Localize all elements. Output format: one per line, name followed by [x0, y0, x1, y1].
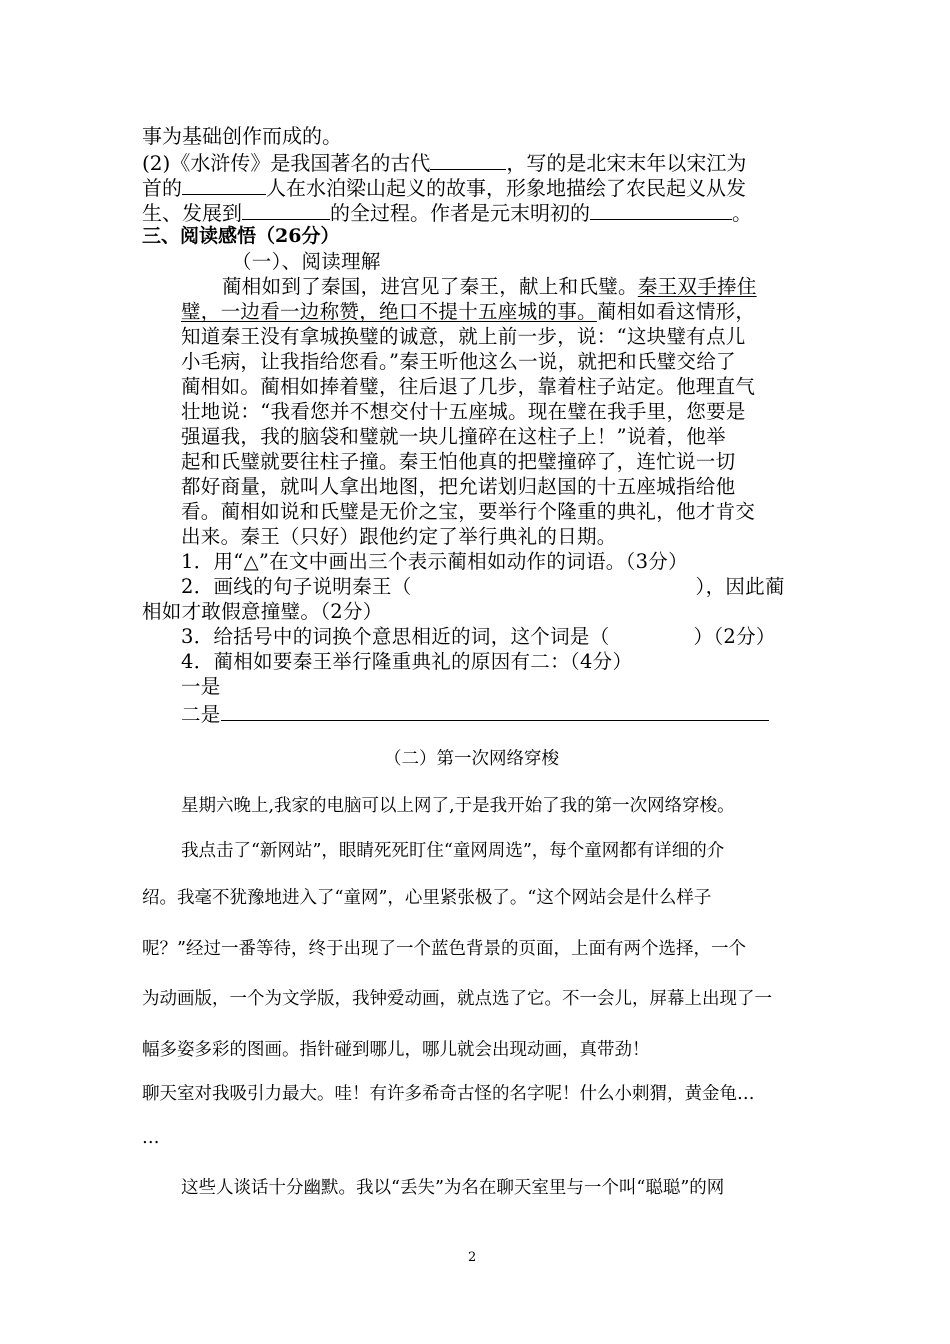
question-2-continued: 相如才敢假意撞璧。（2分）: [142, 600, 383, 623]
passage-line: [222, 277, 757, 297]
passage-line: 呢？”经过一番等待，终于出现了一个蓝色背景的页面，上面有两个选择，一个: [142, 939, 746, 959]
reason-one-label: 一是: [181, 675, 221, 698]
passage-line: [181, 302, 755, 322]
text-segment: 的全过程。作者是元末明初的: [330, 201, 590, 225]
passage-line: 幅多姿多彩的图画。指针碰到哪儿，哪儿就会出现动画，真带劲！: [142, 1040, 650, 1060]
text-segment: (2)《水浒传》是我国著名的古代: [142, 151, 431, 175]
passage-line: 绍。我毫不犹豫地进入了“童网”，心里紧张极了。“这个网站会是什么样子: [142, 888, 712, 908]
passage-line: 为动画版，一个为文学版，我钟爱动画，就点选了它。不一会儿，屏幕上出现了一: [142, 989, 772, 1009]
question-2-line-3: [142, 201, 752, 223]
section-title: 三、阅读感悟（26分）: [142, 225, 340, 247]
passage-line: 看。蔺相如说和氏璧是无价之宝，要举行个隆重的典礼，他才肯交: [181, 500, 756, 523]
passage-line: 强逼我，我的脑袋和璧就一块儿撞碎在这柱子上！”说着，他举: [181, 425, 726, 448]
answer-blank[interactable]: [242, 201, 330, 220]
underlined-sentence: 秦王双手捧住: [637, 275, 757, 298]
question-2-line-1: [142, 151, 746, 173]
answer-blank[interactable]: [182, 176, 266, 195]
reason-two-line: [181, 702, 769, 725]
passage-line: 知道秦王没有拿城换璧的诚意，就上前一步，说：“这块璧有点儿: [181, 325, 746, 348]
text-segment: 。: [732, 201, 752, 225]
answer-blank[interactable]: [590, 201, 732, 220]
question-1: 1．用“△”在文中画出三个表示蔺相如动作的词语。（3分）: [181, 550, 688, 573]
text-line: 事为基础创作而成的。: [142, 124, 342, 148]
question-4: 4．蔺相如要秦王举行隆重典礼的原因有二：（4分）: [181, 650, 633, 673]
text-segment: 蔺相如看这情形，: [596, 300, 756, 323]
passage-line: 我点击了“新网站”，眼睛死死盯住“童网周选”，每个童网都有详细的介: [181, 841, 725, 861]
text-segment: 3．给括号中的词换个意思相近的词，这个词是（: [181, 625, 610, 648]
text-segment: 2．画线的句子说明秦王（: [181, 575, 412, 598]
text-segment: 首的: [142, 176, 182, 200]
passage-line: 都好商量，就叫人拿出地图，把允诺划归赵国的十五座城指给他: [181, 475, 736, 498]
passage-line: 星期六晚上,我家的电脑可以上网了,于是我开始了我的第一次网络穿梭。: [181, 796, 735, 816]
question-2-line-2: [142, 176, 746, 198]
passage-line: 壮地说：“我看您并不想交付十五座城。现在璧在我手里，您要是: [181, 400, 746, 423]
text-segment: 生、发展到: [142, 201, 242, 225]
reason-two-label: 二是: [181, 703, 221, 726]
passage-line: 蔺相如。蔺相如捧着璧，往后退了几步，靠着柱子站定。他理直气: [181, 375, 756, 398]
text-segment: 蔺相如到了秦国，进宫见了秦王，献上和氏璧。: [222, 275, 638, 298]
passage-line: …: [142, 1128, 160, 1148]
answer-blank[interactable]: [221, 702, 769, 721]
text-segment: ），因此蔺: [695, 575, 785, 598]
subsection-title: （一）、阅读理解: [232, 250, 381, 273]
text-segment: 人在水泊梁山起义的故事，形象地描绘了农民起义从发: [266, 176, 746, 200]
passage-line: 小毛病，让我指给您看。”秦王听他这么一说，就把和氏璧交给了: [181, 350, 736, 373]
question-3: [181, 627, 776, 647]
text-segment: ）（2分）: [693, 625, 776, 648]
passage-line: 起和氏璧就要往柱子撞。秦王怕他真的把璧撞碎了，连忙说一切: [181, 450, 736, 473]
passage-line: 出来。秦王（只好）跟他约定了举行典礼的日期。: [181, 525, 617, 548]
answer-blank[interactable]: [430, 151, 506, 170]
reading-2-title: （二）第一次网络穿梭: [384, 749, 559, 769]
passage-line: 聊天室对我吸引力最大。哇！有许多希奇古怪的名字呢！什么小刺猬，黄金龟…: [142, 1084, 755, 1104]
passage-line: 这些人谈话十分幽默。我以“丢失”为名在聊天室里与一个叫“聪聪”的网: [181, 1178, 725, 1198]
page-number: 2: [468, 1250, 477, 1265]
underlined-sentence: 璧，一边看一边称赞，绝口不提十五座城的事。: [181, 300, 597, 323]
question-2: [181, 577, 785, 597]
text-segment: ，写的是北宋末年以宋江为: [506, 151, 747, 175]
